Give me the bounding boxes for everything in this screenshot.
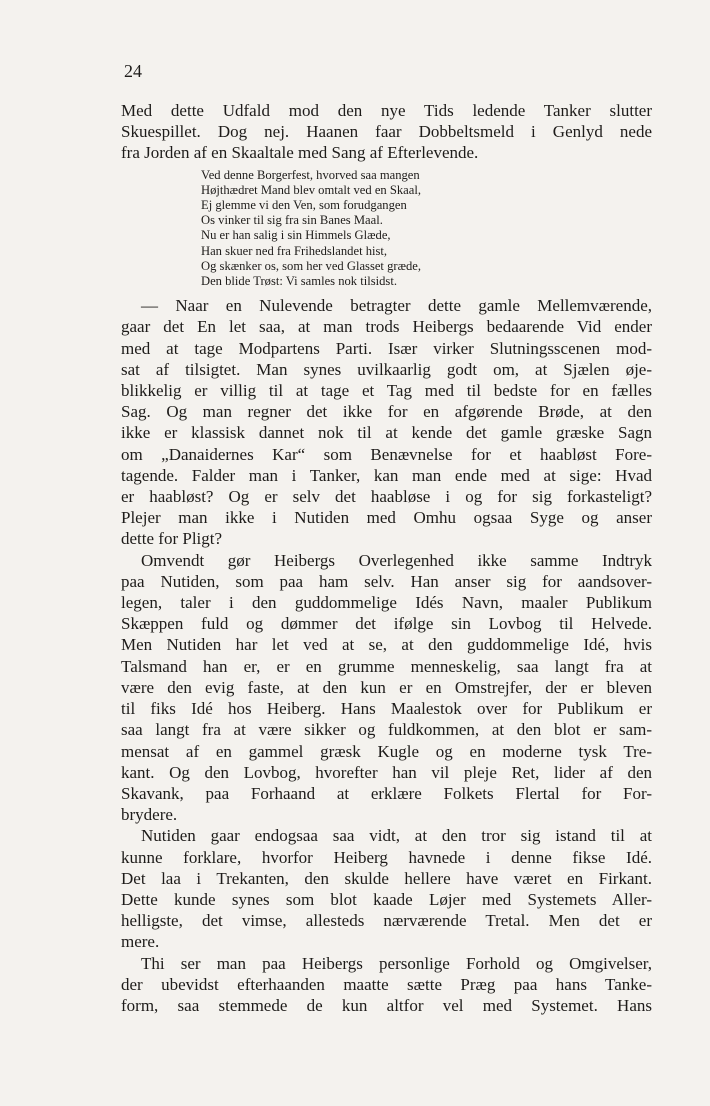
text-line: legen, taler i den guddommelige Idés Navn, maaler Publikum — [121, 593, 652, 613]
text-line: saa langt fra at være sikker og fuldkommen, at den blot er sam- — [121, 720, 652, 740]
paragraph-1 — [121, 295, 652, 549]
text-line: mere. — [121, 932, 160, 952]
text-line: blikkelig er villig til at tage et Tag med til bedste for en fælles — [121, 381, 652, 401]
text-line: Det laa i Trekanten, den skulde hellere have været en Firkant. — [121, 868, 652, 888]
text-line: gaar det En let saa, at man trods Heibergs bedaarende Vid ender — [121, 317, 652, 337]
text-line: være den evig faste, at den kun er en Omstrejfer, der er bleven — [121, 677, 652, 697]
verse-block — [201, 168, 652, 290]
text-line: dette for Pligt? — [121, 529, 223, 549]
page-body — [121, 100, 652, 1016]
text-line: Plejer man ikke i Nutiden med Omhu ogsaa Syge og anser — [121, 508, 652, 528]
text-line: om „Danaidernes Kar“ som Benævnelse for et haabløst Fore- — [121, 444, 652, 464]
verse-line: Ej glemme vi den Ven, som forudgangen — [201, 198, 407, 213]
verse-line: Og skænker os, som her ved Glasset græde, — [201, 258, 422, 273]
text-line: der ubevidst efterhaanden maatte sætte Præg paa hans Tanke- — [121, 974, 652, 994]
intro-paragraph — [121, 100, 652, 164]
text-line: Skæppen fuld og dømmer det ifølge sin Lovbog til Helvede. — [121, 614, 652, 634]
text-line: Nutiden gaar endogsaa saa vidt, at den tror sig istand til at — [141, 826, 652, 846]
text-line: Med dette Udfald mod den nye Tids ledende Tanker slutter — [121, 101, 652, 120]
verse-line: Nu er han salig i sin Himmels Glæde, — [201, 228, 391, 243]
text-line: ikke er klassisk dannet nok til at kende det gamle græske Sagn — [121, 423, 652, 443]
text-line: Omvendt gør Heibergs Overlegenhed ikke samme Indtryk — [141, 550, 652, 570]
text-line: er haabløst? Og er selv det haabløse i og for sig forkasteligt? — [121, 487, 652, 507]
verse-line: Højthædret Mand blev omtalt ved en Skaal, — [201, 182, 421, 197]
paragraph-2 — [121, 550, 652, 826]
text-line: kunne forklare, hvorfor Heiberg havnede i denne fikse Idé. — [121, 847, 652, 867]
paragraph-4 — [121, 953, 652, 1017]
verse-line: Han skuer ned fra Frihedslandet hist, — [201, 243, 388, 258]
text-line: Thi ser man paa Heibergs personlige Forhold og Omgivelser, — [141, 953, 652, 973]
text-line: Skuespillet. Dog nej. Haanen faar Dobbeltsmeld i Genlyd nede — [121, 122, 652, 142]
text-line: Dette kunde synes som blot kaade Løjer med Systemets Aller- — [121, 889, 652, 909]
page-number: 24 — [124, 61, 142, 81]
paragraph-3 — [121, 825, 652, 952]
text-line: mensat af en gammel græsk Kugle og en moderne tysk Tre- — [121, 741, 652, 761]
text-line: fra Jorden af en Skaaltale med Sang af Efterlevende. — [121, 143, 479, 163]
text-line: sat af tilsigtet. Man synes uvilkaarlig godt om, at Sjælen øje- — [121, 359, 652, 379]
text-line: tagende. Falder man i Tanker, kan man ende med at sige: Hvad — [121, 465, 652, 485]
text-line: til fiks Idé hos Heiberg. Hans Maalestok over for Publikum er — [121, 699, 652, 719]
text-line: paa Nutiden, som paa ham selv. Han anser sig for aandsover- — [121, 571, 652, 591]
verse-line: Ved denne Borgerfest, hvorved saa mangen — [201, 167, 420, 182]
text-line: med at tage Modpartens Parti. Især virker Slutningsscenen mod- — [121, 338, 652, 358]
text-line: Sag. Og man regner det ikke for en afgørende Brøde, at den — [121, 402, 652, 422]
text-line: Skavank, paa Forhaand at erklære Folkets Flertal for For- — [121, 783, 652, 803]
text-line: Men Nutiden har let ved at se, at den guddommelige Idé, hvis — [121, 635, 652, 655]
text-line: brydere. — [121, 805, 178, 825]
verse-line: Os vinker til sig fra sin Banes Maal. — [201, 213, 383, 228]
text-line: helligste, det vimse, allesteds nærværende Tretal. Men det er — [121, 911, 652, 931]
text-line: — Naar en Nulevende betragter dette gamle Mellemværende, — [141, 296, 652, 316]
text-line: form, saa stemmede de kun altfor vel med Systemet. Hans — [121, 995, 652, 1015]
text-line: kant. Og den Lovbog, hvorefter han vil pleje Ret, lider af den — [121, 762, 652, 782]
verse-line: Den blide Trøst: Vi samles nok tilsidst. — [201, 274, 397, 289]
text-line: Talsmand han er, er en grumme menneskelig, saa langt fra at — [121, 656, 652, 676]
